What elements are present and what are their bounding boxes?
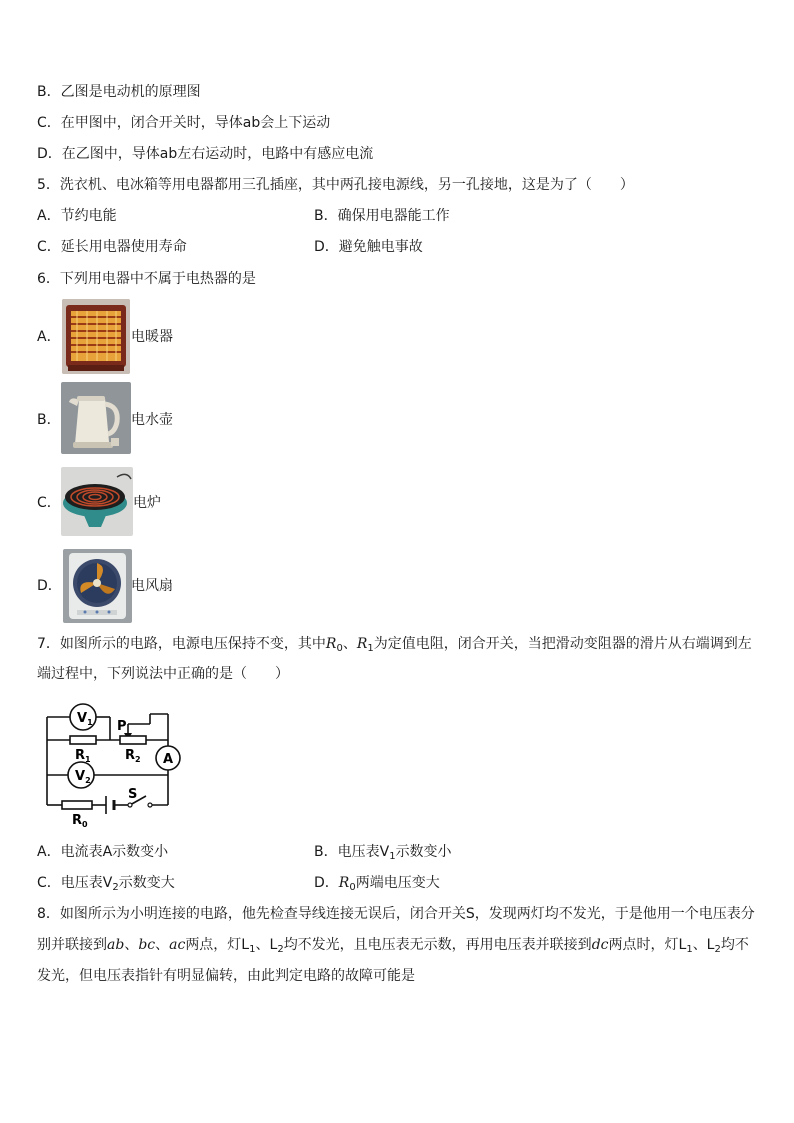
q6-option-c-letter: C． [37, 495, 61, 511]
q6-option-d-letter: D． [37, 578, 62, 594]
q7-option-c: C．电压表$V_2$示数变大 [37, 875, 175, 893]
q4-option-b: B．乙图是电动机的原理图 [37, 84, 201, 100]
q5-stem: 5．洗衣机、电冰箱等用电器都用三孔插座，其中两孔接电源线，另一孔接地，这是为了（ ） [37, 177, 634, 193]
r2-label: $R_2$ [125, 748, 141, 764]
electric-stove-photo [61, 467, 133, 536]
q7-stem-line2: 端过程中，下列说法中正确的是（ ） [37, 666, 289, 682]
r0-label: $R_0$ [72, 813, 88, 829]
electric-kettle-photo [61, 382, 131, 454]
r1-label: $R_1$ [75, 748, 91, 764]
q6-option-a-caption: 电暖器 [131, 329, 173, 345]
q8-stem-line1: 8．如图所示为小明连接的电路，他先检查导线连接无误后，闭合开关S，发现两灯均不发光，于是他用一个电压表分 [37, 906, 755, 922]
q7-option-b: B．电压表$V_1$示数变小 [314, 844, 452, 862]
q5-option-c: C．延长用电器使用寿命 [37, 239, 187, 255]
q4-option-d: D．在乙图中，导体ab左右运动时，电路中有感应电流 [37, 146, 374, 162]
q7-option-a: A．电流表A示数变小 [37, 844, 169, 860]
v2-label: $V_2$ [75, 769, 91, 785]
v1-label: $V_1$ [77, 711, 93, 727]
q8-stem-line2: 别并联接到ab、bc、ac两点，灯$L_1$、$L_2$均不发光，且电压表无示数，再用电压表并联接到dc两点时，灯$L_1$、$L_2$均不 [37, 937, 749, 955]
switch-label: S [128, 787, 138, 802]
q5-option-b: B．确保用电器能工作 [314, 208, 450, 224]
q7-stem-line1: 7．如图所示的电路，电源电压保持不变，其中$R_0$、$R_1$为定值电阻，闭合开关，当把滑动变阻器的滑片从右端调到左 [37, 636, 752, 654]
q6-option-b-caption: 电水壶 [131, 412, 173, 428]
q7-circuit-diagram [40, 700, 190, 830]
q7-option-d: D．$R_0$两端电压变大 [314, 875, 440, 893]
electric-fan-photo [63, 549, 132, 623]
ammeter-label: A [163, 752, 174, 767]
q5-option-a: A．节约电能 [37, 208, 117, 224]
q6-option-d-caption: 电风扇 [131, 578, 173, 594]
q6-option-a-letter: A． [37, 329, 61, 345]
q8-stem-line3: 发光，但电压表指针有明显偏转，由此判定电路的故障可能是 [37, 968, 415, 984]
q4-option-c: C．在甲图中，闭合开关时，导体ab会上下运动 [37, 115, 331, 131]
slider-label: P [117, 719, 127, 734]
electric-heater-photo [62, 299, 130, 374]
q6-option-c-caption: 电炉 [133, 495, 161, 511]
q6-option-b-letter: B． [37, 412, 61, 428]
q5-option-d: D．避免触电事故 [314, 239, 423, 255]
q6-stem: 6．下列用电器中不属于电热器的是 [37, 271, 256, 287]
